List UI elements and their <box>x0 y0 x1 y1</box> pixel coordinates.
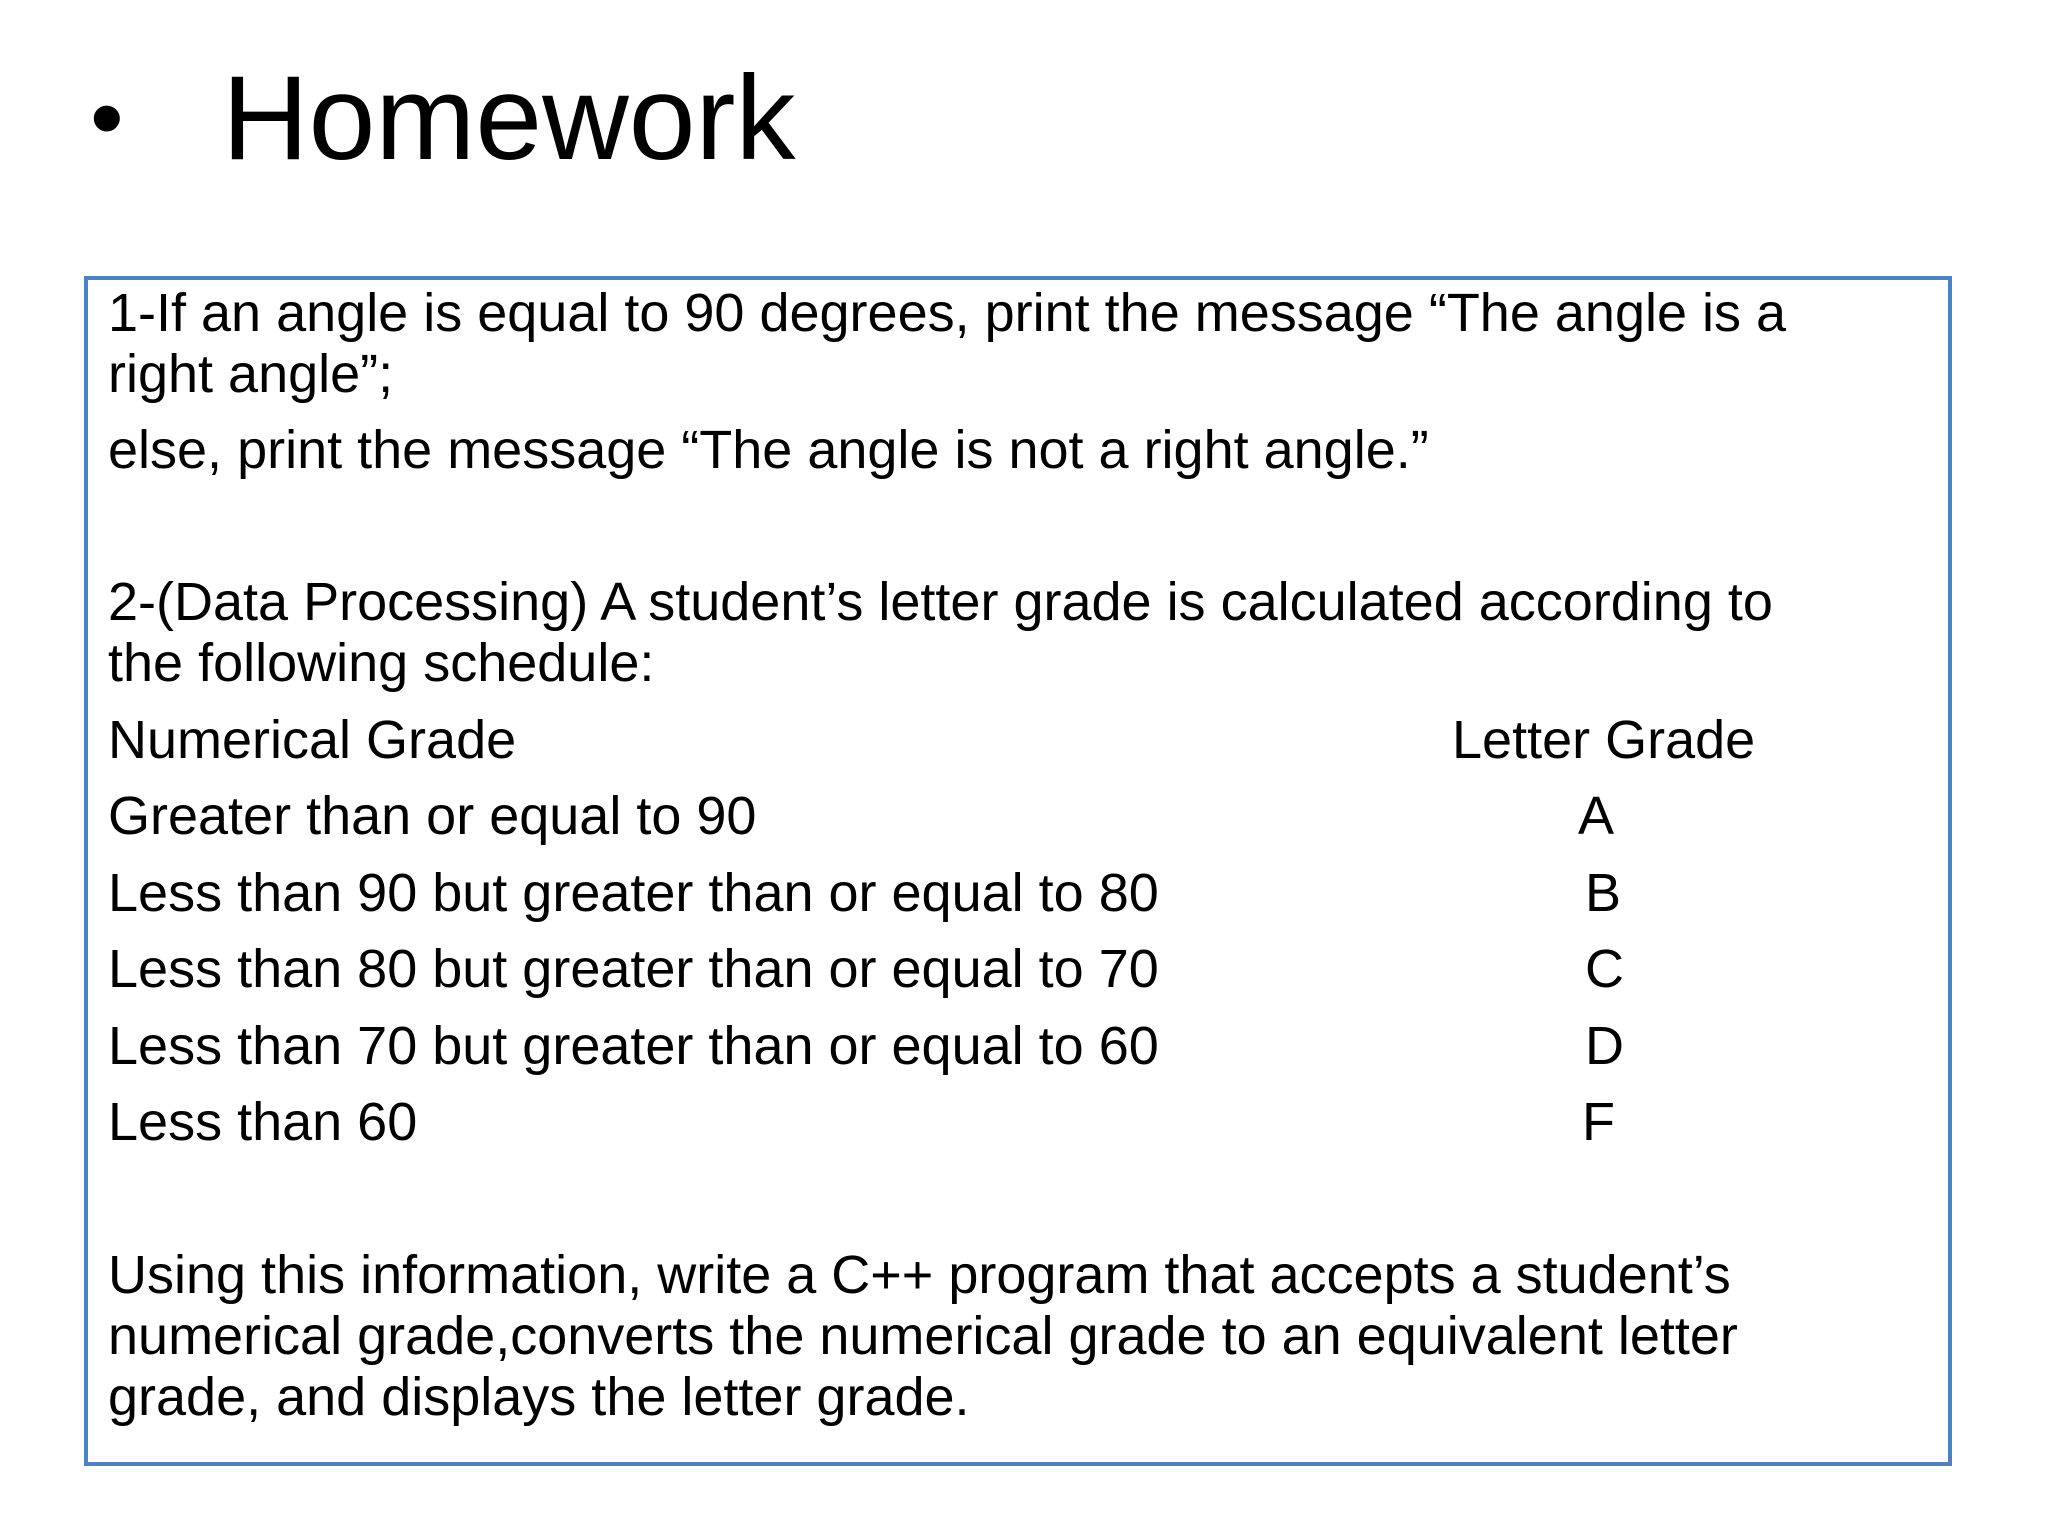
closing-line2: numerical grade,converts the numerical grade to an equivalent letter <box>108 1306 1738 1366</box>
problem2-intro-line1: 2-(Data Processing) A student’s letter grade is calculated according to <box>108 572 1773 632</box>
problem1-line3: else, print the message “The angle is not a right angle.” <box>108 420 1429 480</box>
problem1-line1: 1-If an angle is equal to 90 degrees, print the message “The angle is a <box>108 283 1787 343</box>
grade-row-numeric: Less than 70 but greater than or equal to 60 <box>108 1016 1159 1076</box>
table-header-numeric: Numerical Grade <box>108 710 517 770</box>
bullet-icon: • <box>90 64 124 171</box>
grade-row-letter: F <box>1582 1092 1615 1152</box>
grade-row-letter: B <box>1585 863 1622 923</box>
closing-line3: grade, and displays the letter grade. <box>108 1367 970 1427</box>
slide-title: Homework <box>222 51 796 185</box>
problem2-intro-line2: the following schedule: <box>108 633 655 693</box>
problem1-line2: right angle”; <box>108 344 394 404</box>
grade-row-letter: C <box>1585 939 1624 999</box>
grade-row-numeric: Less than 60 <box>108 1092 418 1152</box>
grade-row-letter: D <box>1585 1016 1624 1076</box>
grade-row-numeric: Less than 90 but greater than or equal to 80 <box>108 863 1159 923</box>
slide-title-row <box>90 48 795 188</box>
table-header-letter: Letter Grade <box>1452 710 1756 770</box>
closing-line1: Using this information, write a C++ program that accepts a student’s <box>108 1245 1731 1305</box>
grade-row-numeric: Greater than or equal to 90 <box>108 786 757 846</box>
grade-row-numeric: Less than 80 but greater than or equal to 70 <box>108 939 1159 999</box>
grade-row-letter: A <box>1578 786 1615 846</box>
